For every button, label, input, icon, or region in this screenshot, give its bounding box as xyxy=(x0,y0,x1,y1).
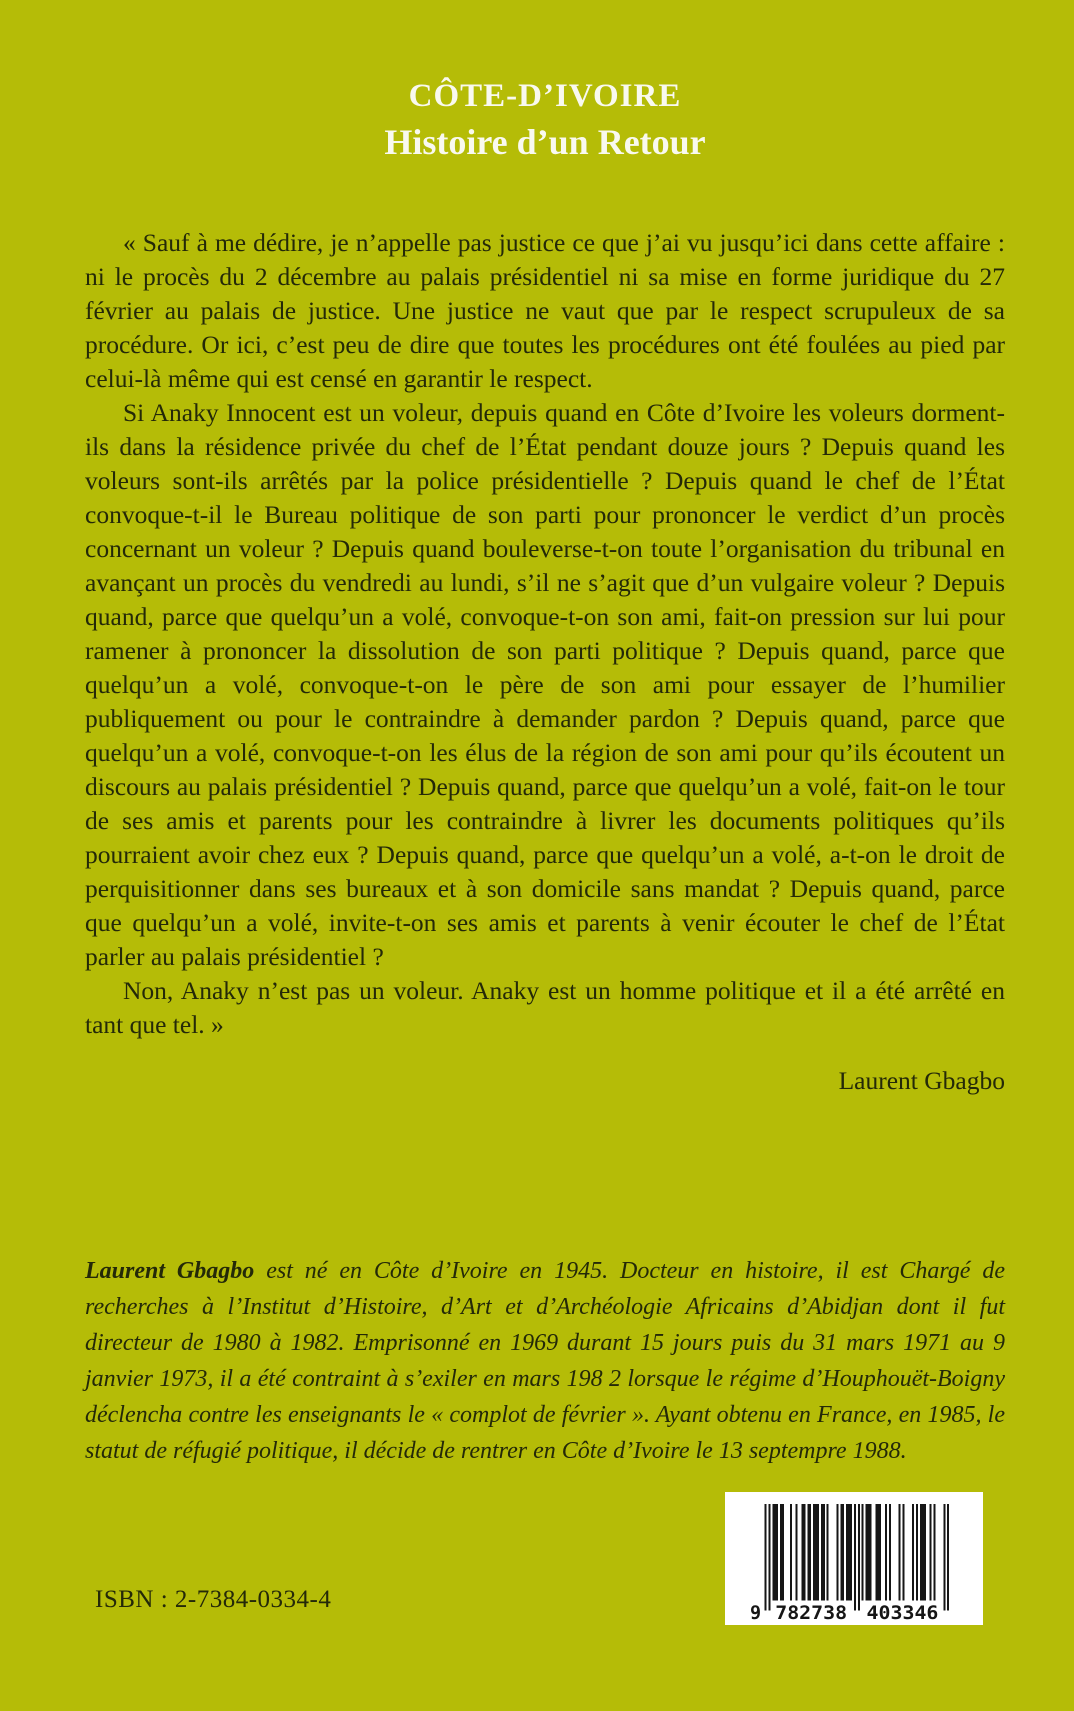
book-title: CÔTE-D’IVOIRE xyxy=(408,78,682,114)
author-bio xyxy=(85,1253,1005,1469)
header xyxy=(85,76,1005,164)
barcode-bars xyxy=(765,1504,950,1610)
quote-block xyxy=(85,226,1005,1098)
quote-paragraph-1: « Sauf à me dédire, je n’appelle pas justice ce que j’ai vu jusqu’ici dans cette affaire : ni le procès du 2 décembre au palais présidentiel ni sa mise en forme juridique du 27 février au palais de justice. Une justice ne vaut que par le respect scrupuleux de sa procédure. Or ici, c’est peu de dire que toutes les procédures ont été foulées au pied par celui-là même qui est censé en garantir le respect. xyxy=(85,228,1005,393)
barcode xyxy=(725,1492,983,1625)
quote-attribution: Laurent Gbagbo xyxy=(838,1066,1005,1095)
quote-paragraph-3: Non, Anaky n’est pas un voleur. Anaky est un homme politique et il a été arrêté en tant que tel. » xyxy=(85,976,1005,1039)
author-bio-paragraph xyxy=(85,1253,1005,1469)
author-bio-text: est né en Côte d’Ivoire en 1945. Docteur en histoire, il est Chargé de recherches à l’Institut d’Histoire, d’Art et d’Archéologie Africains d’Abidjan dont il fut directeur de 1980 à 1982. Emprisonné en 1969 durant 15 jours puis du 31 mars 1971 au 9 janvier 1973, il a été contraint à s’exiler en mars 198 2 lorsque le régime d’Houphouët-Boigny déclencha contre les enseignants le « complot de février ». Ayant obtenu en France, en 1985, le statut de réfugié politique, il décide de rentrer en Côte d’Ivoire le 13 septempre 1988. xyxy=(85,1258,1005,1464)
barcode-digit-first: 9 xyxy=(749,1603,762,1622)
book-subtitle: Histoire d’un Retour xyxy=(384,122,706,163)
quote-paragraph-2: Si Anaky Innocent est un voleur, depuis quand en Côte d’Ivoire les voleurs dorment-ils dans la résidence privée du chef de l’État pendant douze jours ? Depuis quand les voleurs sont-ils arrêtés par la police présidentielle ? Depuis quand le chef de l’État convoque-t-il le Bureau politique de son parti pour prononcer le verdict d’un procès concernant un voleur ? Depuis quand bouleverse-t-on toute l’organisation du tribunal en avançant un procès du vendredi au lundi, s’il ne s’agit que d’un vulgaire voleur ? Depuis quand, parce que quelqu’un a volé, convoque-t-on son ami, fait-on pression sur lui pour ramener à prononcer la dissolution de son parti politique ? Depuis quand, parce que quelqu’un a volé, convoque-t-on le père de son ami pour essayer de l’humilier publiquement ou pour le contraindre à demander pardon ? Depuis quand, parce que quelqu’un a volé, convoque-t-on les élus de la région de son ami pour qu’ils écoutent un discours au palais présidentiel ? Depuis quand, parce que quelqu’un a volé, fait-on le tour de ses amis et parents pour les contraindre à livrer les documents politiques qu’ils pourraient avoir chez eux ? Depuis quand, parce que quelqu’un a volé, a-t-on le droit de perquisitionner dans ses bureaux et à son domicile sans mandat ? Depuis quand, parce que quelqu’un a volé, invite-t-on ses amis et parents à venir écouter le chef de l’État parler au palais présidentiel ? xyxy=(85,398,1005,971)
barcode-digits-left: 782738 xyxy=(775,1603,848,1622)
isbn-text: ISBN : 2-7384-0334-4 xyxy=(95,1586,332,1613)
barcode-digits-right: 403346 xyxy=(866,1603,939,1622)
author-name: Laurent Gbagbo xyxy=(85,1258,255,1284)
barcode-image xyxy=(749,1504,953,1622)
